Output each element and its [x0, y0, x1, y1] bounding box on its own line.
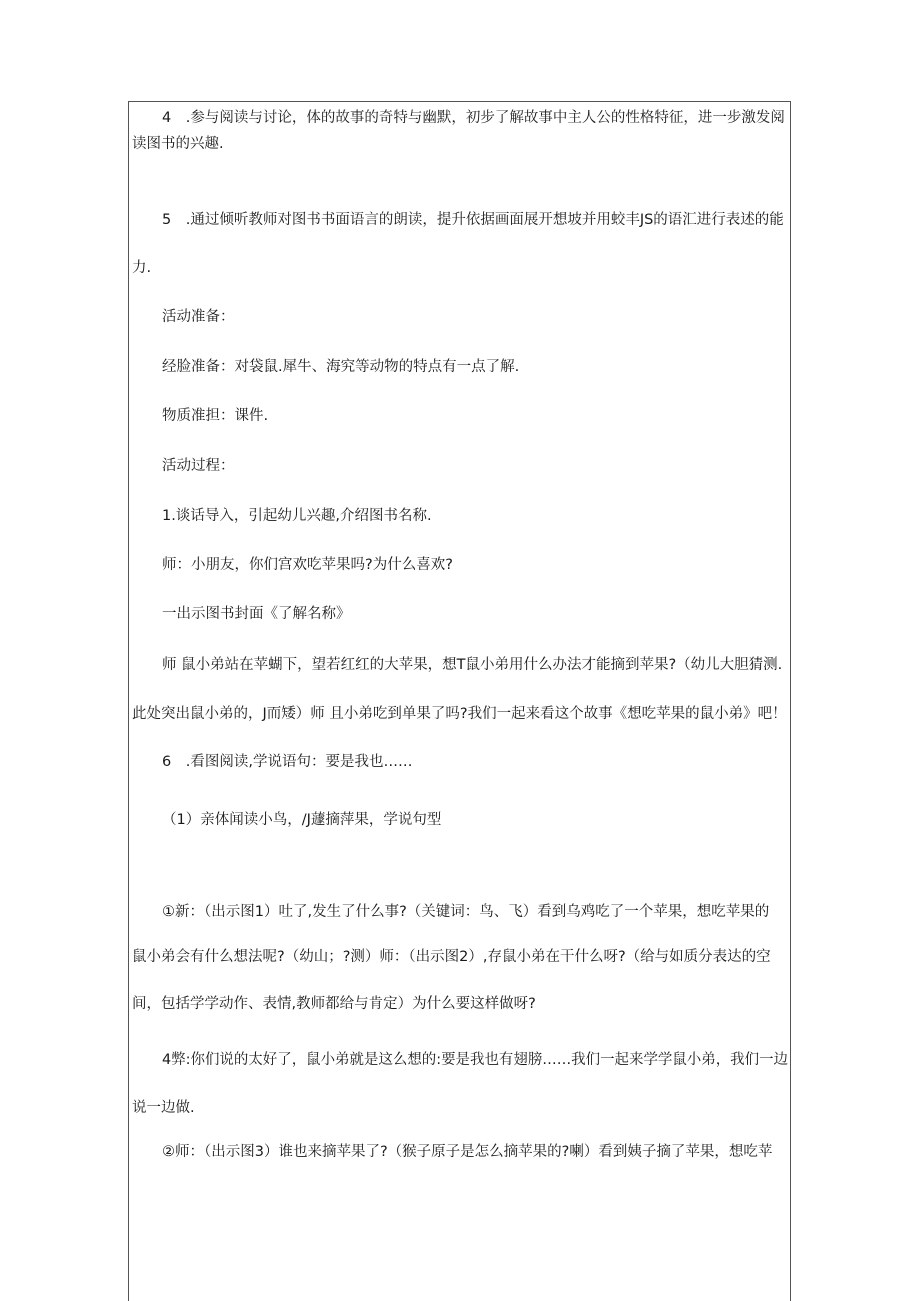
text-line-step-6: 6 .看图阅读,学说语句：要是我也……: [162, 754, 413, 770]
text-line-item-2: ②师：（出示图3）谁也来摘苹果了?（猴子原子是怎么摘苹果的?喇）看到姨子摘了苹果，想吃苹: [162, 1144, 773, 1160]
text-line-summary: 4弊:你们说的太好了，鼠小弟就是这么想的:要是我也有翅膀……我们一起来学学鼠小弟，我们一边: [162, 1052, 788, 1068]
text-line-item-1-cont-a: 鼠小弟会有什么想法呢?（幼山；?测）师：（出示图2）,存鼠小弟在干什么呀?（给与如质分表达的空: [132, 949, 771, 965]
text-line-objective-5-cont: 力.: [132, 260, 152, 276]
table-frame: [128, 101, 791, 1301]
text-line-substep-1: （1）亲体闻读小鸟，/J蘧摘萍果，学说句型: [162, 812, 442, 828]
section-heading-process: 活动过程：: [162, 458, 235, 474]
text-line-experience-prep: 经脸准备：对袋鼠.犀牛、海究等动物的特点有一点了解.: [162, 359, 520, 375]
text-line-objective-5: 5 .通过倾听教师对图书书面语言的朗读，提升依据画面展开想坡并用蛟丰JS的语汇进行表述的能: [162, 212, 784, 228]
text-line-objective-4: 4 .参与阅读与讨论，体的故事的奇特与幽默，初步了解故事中主人公的性格特征，进一步激发阅: [162, 110, 785, 126]
text-line-step-1: 1.谈话导入，引起幼儿兴趣,介绍图书名称.: [162, 508, 432, 524]
text-line-objective-4-cont: 读图书的兴趣.: [132, 136, 224, 152]
text-line-item-1: ①新：（出示图1）吐了,发生了什么事?（关键词：鸟、飞）看到乌鸡吃了一个苹果，想吃苹果的: [162, 904, 770, 920]
text-line-item-1-cont-b: 间，包括学学动作、表情,教师都给与肯定）为什么要这样做呀?: [132, 996, 536, 1012]
text-line-material-prep: 物质准担：课件.: [162, 408, 269, 424]
text-line-show-cover: 一出示图书封面《了解名称》: [162, 606, 351, 622]
text-line-teacher-prompt-cont: 此处突出鼠小弟的，J而矮）师 且小弟吃到单果了吗?我们一起来看这个故事《想吃苹果的鼠小弟》吧！: [132, 706, 787, 722]
text-line-summary-cont: 说一边做.: [132, 1100, 195, 1116]
text-line-teacher-prompt: 师 鼠小弟站在苹蝴下，望若红红的大苹果，想T鼠小弟用什么办法才能摘到苹果?（幼儿大胆猜测.: [162, 657, 783, 673]
text-line-teacher-question: 师：小朋友，你们宫欢吃苹果吗?为什么喜欢?: [162, 557, 453, 573]
section-heading-preparation: 活动准备：: [162, 309, 235, 325]
